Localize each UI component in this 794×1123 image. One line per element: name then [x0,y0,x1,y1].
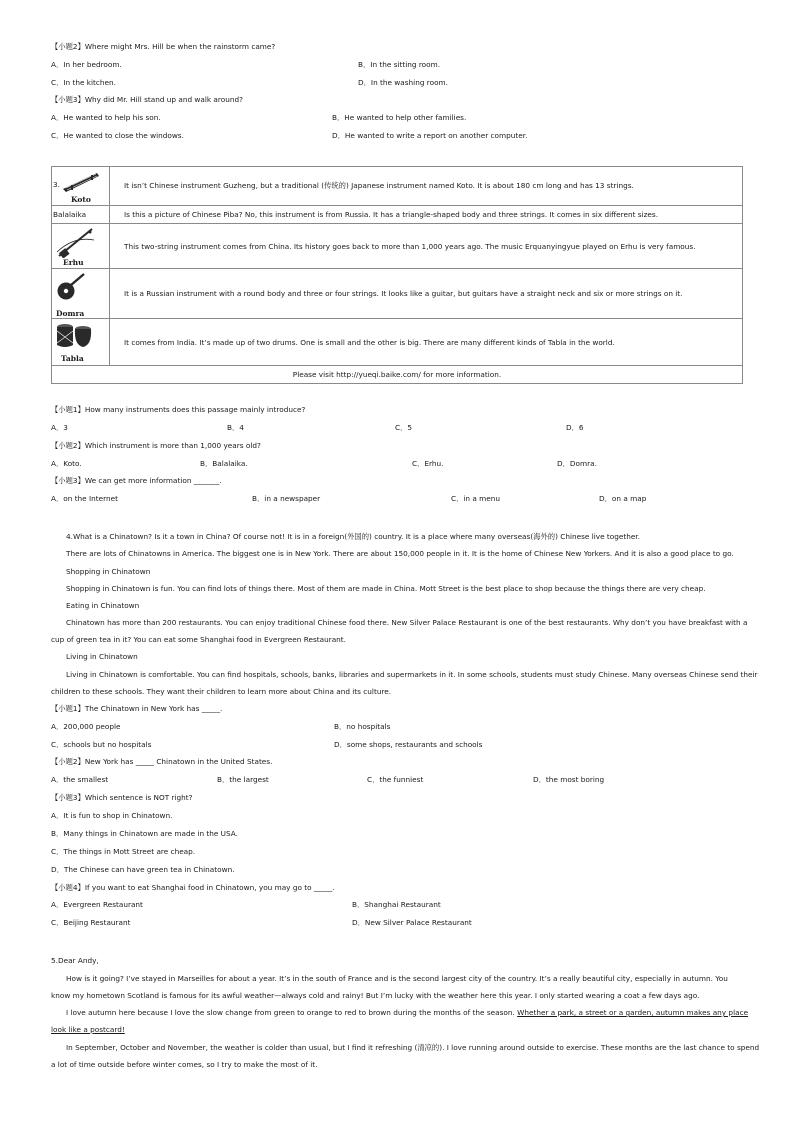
option-d: D．Domra. [557,459,597,468]
option-d: D．He wanted to write a report on another computer. [332,131,528,140]
question-4-1: 【小题1】The Chinatown in New York has _____. [51,704,223,713]
passage-paragraph: There are lots of Chinatowns in America. The biggest one is in New York. There are about 150,000 people in it. It is the home of Chinese New Yorkers. And it is also a good place to go. [66,549,734,558]
passage-paragraph: Shopping in Chinatown is fun. You can find lots of things there. Most of them are made in China. Mott Street is the best place to shop because the things there are very cheap. [66,584,706,593]
underlined-sentence: Whether a park, a street or a garden, autumn makes any place [517,1008,749,1017]
instrument-cell [52,224,110,269]
erhu-icon [56,226,96,258]
question-4-2: 【小题2】New York has _____ Chinatown in the United States. [51,757,273,766]
instrument-label: Erhu [63,258,84,267]
option-d: D．on a map [599,494,647,503]
passage-paragraph: know my hometown Scotland is famous for its awful weather—always cold and rainy! But I’m lucky with the weather here this year. I only started wearing a coat a few days ago. [51,991,700,1000]
option-b: B．He wanted to help other families. [332,113,467,122]
option-c: C．the funniest [367,775,424,784]
option-d: D．The Chinese can have green tea in Chinatown. [51,865,235,874]
passage-heading: Shopping in Chinatown [66,567,151,576]
question-3-2: 【小题2】Which instrument is more than 1,000 years old? [51,441,261,450]
koto-icon [61,169,101,193]
instrument-label: Balalaika [52,206,110,224]
instrument-cell [52,319,110,366]
option-a: A．Koto. [51,459,82,468]
question-4-3: 【小题3】Which sentence is NOT right? [51,793,193,802]
passage-heading: Eating in Chinatown [66,601,140,610]
option-a: A．the smallest [51,775,109,784]
instrument-label: Tabla [61,354,84,363]
option-b: B．Many things in Chinatown are made in the USA. [51,829,238,838]
option-a: A．3 [51,423,68,432]
option-a: A．on the Internet [51,494,118,503]
instrument-table [51,166,743,384]
option-c: C．in a menu [451,494,501,503]
passage-paragraph: children to these schools. They want their children to learn more about China and its culture. [51,687,392,696]
option-a: A．200,000 people [51,722,121,731]
option-a: A．He wanted to help his son. [51,113,161,122]
instrument-description: This two-string instrument comes from China. Its history goes back to more than 1,000 years ago. The music Erquanyingyue played on Erhu is very famous. [110,224,743,269]
option-a: A．It is fun to shop in Chinatown. [51,811,173,820]
passage-paragraph: Living in Chinatown is comfortable. You can find hospitals, schools, banks, libraries and supermarkets in it. In some schools, students must study Chinese. Many overseas Chinese send their [66,670,758,679]
question-3-1: 【小题1】How many instruments does this passage mainly introduce? [51,405,306,414]
tabla-icon [55,321,93,349]
option-b: B．in a newspaper [252,494,321,503]
table-row [52,366,743,384]
option-c: C．Beijing Restaurant [51,918,131,927]
option-b: B．In the sitting room. [358,60,441,69]
instrument-description: It is a Russian instrument with a round body and three or four strings. It looks like a guitar, but guitars have a straight neck and six or more strings on it. [110,269,743,319]
option-b: B．Balalaika. [200,459,248,468]
option-c: C．Erhu. [412,459,444,468]
instrument-description: It comes from India. It’s made up of two drums. One is small and the other is big. There are many different kinds of Tabla in the world. [110,319,743,366]
letter-greeting: 5.Dear Andy, [51,956,99,965]
option-c: C．In the kitchen. [51,78,116,87]
question-2-3: 【小题3】Why did Mr. Hill stand up and walk around? [51,95,243,104]
underlined-sentence: look like a postcard! [51,1025,125,1034]
instrument-label: Koto [71,195,91,204]
passage-heading: Living in Chinatown [66,652,138,661]
option-d: D．the most boring [533,775,605,784]
passage-paragraph: In September, October and November, the weather is colder than usual, but I find it refreshing (清凉的). I love running around outside to exercise. These months are the last chance to spend [66,1043,760,1052]
instrument-cell [52,167,110,206]
domra-icon [55,272,87,304]
option-c: C．schools but no hospitals [51,740,152,749]
option-b: B．Shanghai Restaurant [352,900,441,909]
option-d: D．some shops, restaurants and schools [334,740,483,749]
passage-paragraph: a lot of time outside before winter comes, so I try to make the most of it. [51,1060,318,1069]
option-b: B．the largest [217,775,269,784]
option-c: C．5 [395,423,413,432]
table-row [52,224,743,269]
option-c: C．The things in Mott Street are cheap. [51,847,196,856]
question-4-4: 【小题4】If you want to eat Shanghai food in Chinatown, you may go to _____. [51,883,335,892]
question-2-2: 【小题2】Where might Mrs. Hill be when the rainstorm came? [51,42,276,51]
table-row [52,167,743,206]
table-row [52,269,743,319]
instrument-description: Is this a picture of Chinese Piba? No, this instrument is from Russia. It has a triangle-shaped body and three strings. It comes in six different sizes. [110,206,743,224]
passage-paragraph: How is it going? I’ve stayed in Marseilles for about a year. It’s in the south of France and is the second largest city of the country. It’s a really beautiful city, especially in autumn. You [66,974,728,983]
instrument-label: Domra [56,309,85,318]
passage-paragraph: Chinatown has more than 200 restaurants. You can enjoy traditional Chinese food there. New Silver Palace Restaurant is one of the best restaurants. Why don’t you have breakfast with a [66,618,748,627]
passage-paragraph: cup of green tea in it? You can eat some Shanghai food in Evergreen Restaurant. [51,635,346,644]
table-row [52,319,743,366]
instrument-cell [52,269,110,319]
instrument-description: It isn’t Chinese instrument Guzheng, but a traditional (传统的) Japanese instrument named Koto. It is about 180 cm long and has 13 strings. [110,167,743,206]
passage-number: 3. [53,180,60,189]
passage-paragraph: 4.What is a Chinatown? Is it a town in China? Of course not! It is in a foreign(外国的) country. It is a place where many overseas(海外的) Chinese live together. [66,532,640,541]
table-row [52,206,743,224]
passage-paragraph [66,1008,748,1018]
option-a: A．In her bedroom. [51,60,122,69]
question-3-3: 【小题3】We can get more information _______. [51,476,222,485]
option-c: C．He wanted to close the windows. [51,131,184,140]
option-d: D．New Silver Palace Restaurant [352,918,472,927]
option-b: B．4 [227,423,244,432]
option-b: B．no hospitals [334,722,391,731]
table-footer: Please visit http://yueqi.baike.com/ for more information. [52,366,743,384]
option-d: D．In the washing room. [358,78,448,87]
option-d: D．6 [566,423,584,432]
option-a: A．Evergreen Restaurant [51,900,143,909]
paragraph-text: I love autumn here because I love the slow change from green to orange to red to brown during the months of the season. [66,1008,515,1017]
